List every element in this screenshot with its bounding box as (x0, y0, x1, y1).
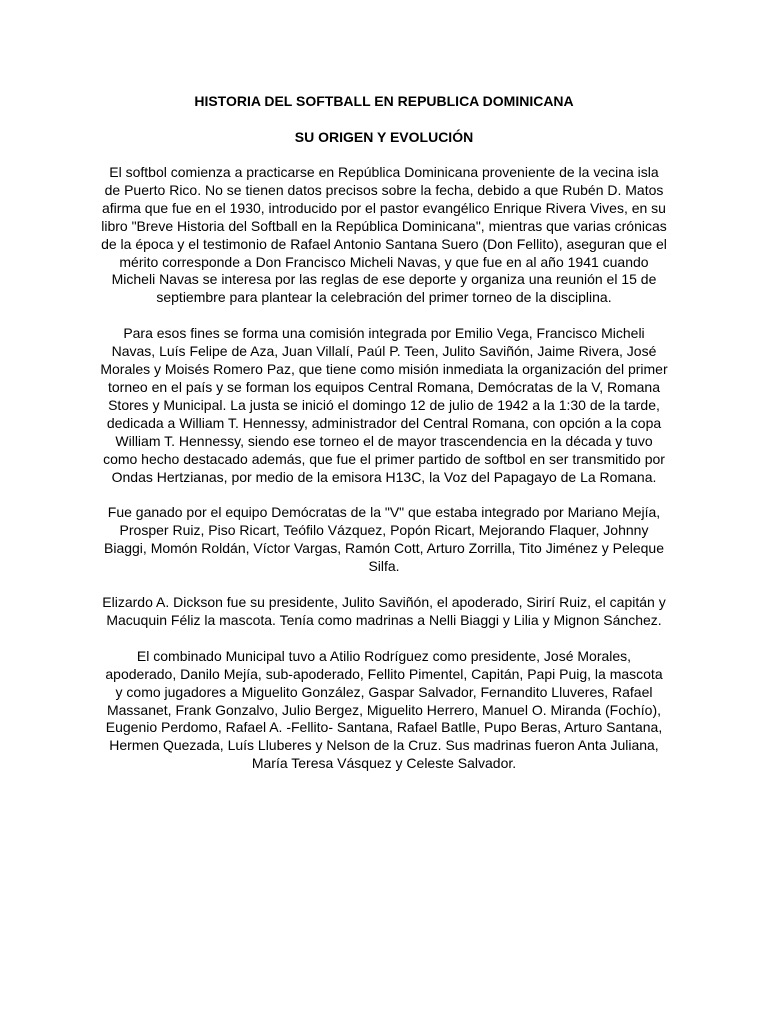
document-subtitle: SU ORIGEN Y EVOLUCIÓN (294, 129, 474, 145)
paragraph-origin: El softbol comienza a practicarse en República Dominicana proveniente de la vecina isla de Puerto Rico. No se tienen datos precisos sobre la fecha, debido a que Rubén D. Matos afirma que fue en el 1930, introducido por el pastor evangélico Enrique Rivera Vives, en su libro "Breve Historia del Softball en la República Dominicana", mientras que varias crónicas de la época y el testimonio de Rafael Antonio Santana Suero (Don Fellito), aseguran que el mérito corresponde a Don Francisco Micheli Navas, y que fue en al año 1941 cuando Micheli Navas se interesa por las reglas de ese deporte y organiza una reunión el 15 de septiembre para plantear la celebración del primer torneo de la disciplina. (101, 164, 667, 306)
document-title: HISTORIA DEL SOFTBALL EN REPUBLICA DOMINICANA (194, 93, 574, 109)
paragraph-municipal: El combinado Municipal tuvo a Atilio Rodríguez como presidente, José Morales, apoderado, Danilo Mejía, sub-apoderado, Fellito Pimentel, Capitán, Papi Puig, la mascota y como jugadores a Miguelito González, Gaspar Salvador, Fernandito Lluveres, Rafael Massanet, Frank Gonzalvo, Julio Bergez, Miguelito Herrero, Manuel O. Miranda (Fochío), Eugenio Perdomo, Rafael A. -Fellito- Santana, Rafael Batlle, Pupo Beras, Arturo Santana, Hermen Quezada, Luís Lluberes y Nelson de la Cruz. Sus madrinas fueron Anta Juliana, María Teresa Vásquez y Celeste Salvador. (105, 647, 663, 772)
paragraph-commission: Para esos fines se forma una comisión integrada por Emilio Vega, Francisco Micheli Navas, Luís Felipe de Aza, Juan Villalí, Paúl P. Teen, Julito Saviñón, Jaime Rivera, José Morales y Moisés Romero Paz, que tiene como misión inmediata la organización del primer torneo en el país y se forman los equipos Central Romana, Demócratas de la V, Romana Stores y Municipal. La justa se inició el domingo 12 de julio de 1942 a la 1:30 de la tarde, dedicada a William T. Hennessy, administrador del Central Romana, con opción a la copa William T. Hennessy, siendo ese torneo el de mayor trascendencia en la década y tuvo como hecho destacado además, que fue el primer partido de softbol en ser transmitido por Ondas Hertzianas, por medio de la emisora H13C, la Voz del Papagayo de La Romana. (100, 325, 668, 485)
paragraph-winners: Fue ganado por el equipo Demócratas de la "V" que estaba integrado por Mariano Mejía, Prosper Ruiz, Piso Ricart, Teófilo Vázquez, Popón Ricart, Mejorando Flaquer, Johnny Biaggi, Momón Roldán, Víctor Vargas, Ramón Cott, Arturo Zorrilla, Tito Jiménez y Peleque Silfa. (104, 504, 664, 575)
document-page (100, 92, 668, 773)
paragraph-officials: Elizardo A. Dickson fue su presidente, Julito Saviñón, el apoderado, Sirirí Ruiz, el capitán y Macuquin Féliz la mascota. Tenía como madrinas a Nelli Biaggi y Lilia y Mignon Sánchez. (102, 594, 666, 628)
